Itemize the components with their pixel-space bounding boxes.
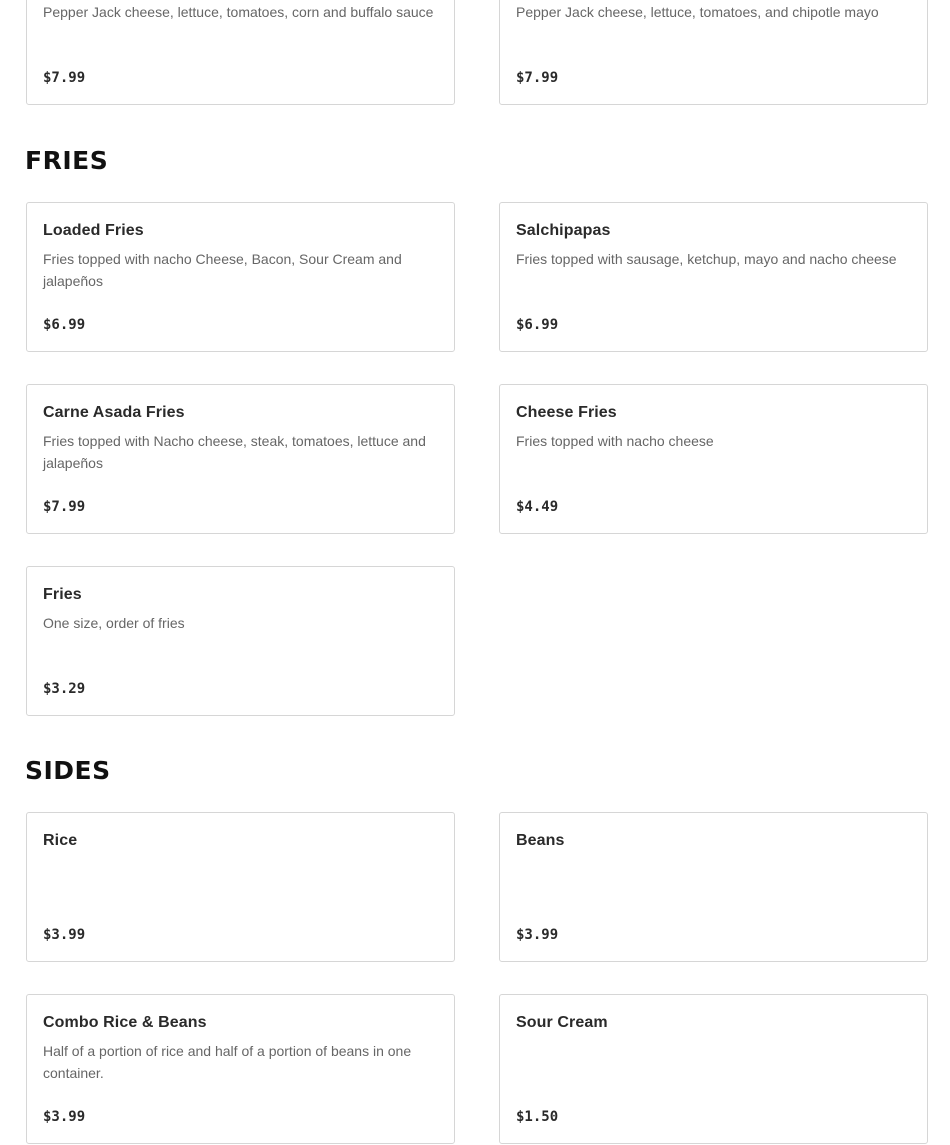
- menu-item-name: Combo Rice & Beans: [43, 1014, 207, 1031]
- menu-item-name: Fries: [43, 586, 82, 603]
- menu-item-card[interactable]: [26, 812, 455, 962]
- menu-item-description: Pepper Jack cheese, lettuce, tomatoes, and chipotle mayo: [516, 4, 879, 20]
- menu-item-description: One size, order of fries: [43, 615, 185, 631]
- menu-item-description: Pepper Jack cheese, lettuce, tomatoes, corn and buffalo sauce: [43, 4, 434, 20]
- menu-item-name: Loaded Fries: [43, 222, 144, 239]
- menu-item-card[interactable]: [26, 566, 455, 716]
- menu-item-price: $1.50: [516, 1109, 559, 1125]
- menu-item-price: $6.99: [516, 317, 559, 333]
- menu-item-price: $4.49: [516, 499, 559, 515]
- menu-item-name: Beans: [516, 832, 565, 849]
- menu-item-card[interactable]: [499, 202, 928, 352]
- menu-item-name: Sour Cream: [516, 1014, 608, 1031]
- menu-item-description: Fries topped with nacho Cheese, Bacon, Sour Cream and jalapeños: [43, 251, 402, 289]
- menu-item-price: $3.99: [43, 927, 86, 943]
- menu-item-card[interactable]: [26, 384, 455, 534]
- menu-item-name: Cheese Fries: [516, 404, 617, 421]
- section-title-fries: FRIES: [25, 146, 109, 175]
- menu-item-card[interactable]: [499, 0, 928, 105]
- menu-item-name: Carne Asada Fries: [43, 404, 185, 421]
- menu-item-price: $3.99: [43, 1109, 86, 1125]
- menu-item-card[interactable]: [26, 202, 455, 352]
- menu-item-card[interactable]: [26, 994, 455, 1144]
- menu-item-name: Salchipapas: [516, 222, 611, 239]
- menu-item-description: Fries topped with nacho cheese: [516, 433, 714, 449]
- menu-item-price: $7.99: [43, 499, 86, 515]
- menu-item-card[interactable]: [499, 384, 928, 534]
- menu-item-description: Fries topped with sausage, ketchup, mayo and nacho cheese: [516, 251, 897, 267]
- menu-item-description: Half of a portion of rice and half of a portion of beans in one container.: [43, 1043, 412, 1081]
- menu-item-card[interactable]: [499, 812, 928, 962]
- menu-item-price: $7.99: [43, 70, 86, 86]
- menu-item-price: $6.99: [43, 317, 86, 333]
- menu-item-card[interactable]: [26, 0, 455, 105]
- section-title-sides: SIDES: [25, 756, 111, 785]
- menu-item-price: $3.29: [43, 681, 86, 697]
- menu-item-price: $3.99: [516, 927, 559, 943]
- menu-item-price: $7.99: [516, 70, 559, 86]
- menu-item-name: Rice: [43, 832, 78, 849]
- menu-item-card[interactable]: [499, 994, 928, 1144]
- menu-item-description: Fries topped with Nacho cheese, steak, tomatoes, lettuce and jalapeños: [43, 433, 426, 471]
